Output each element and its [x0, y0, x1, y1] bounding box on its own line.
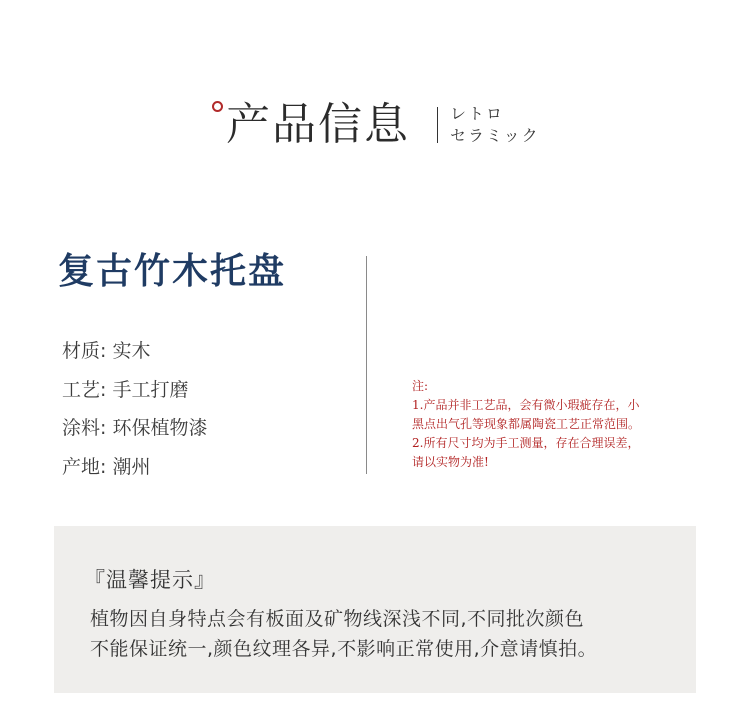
spec-row [62, 336, 207, 375]
red-circle-icon [212, 101, 223, 112]
spec-row [62, 375, 207, 414]
notice-heading: 注: [412, 379, 429, 393]
notice-line: 请以实物为准! [412, 455, 489, 469]
spec-value: 手工打磨 [112, 378, 189, 401]
spec-row [62, 413, 207, 452]
spec-label: 材质: [62, 340, 107, 362]
section-title: 产品信息 [226, 99, 410, 150]
tips-line: 植物因自身特点会有板面及矿物线深浅不同,不同批次颜色 [90, 608, 585, 630]
notice-line: 黑点出气孔等现象都属陶瓷工艺正常范围。 [412, 417, 641, 431]
product-name: 复古竹木托盘 [58, 250, 287, 292]
spec-row [62, 452, 207, 491]
spec-value: 环保植物漆 [112, 417, 208, 439]
tips-line: 不能保证统一,颜色纹理各异,不影响正常使用,介意请慎拍。 [90, 638, 598, 660]
spec-list [62, 336, 207, 490]
tips-box [54, 526, 696, 693]
spec-label: 产地: [62, 455, 107, 478]
spec-value: 潮州 [112, 455, 151, 478]
section-subtitle [450, 103, 540, 147]
notice-line: 2.所有尺寸均为手工测量，存在合理误差， [412, 436, 640, 450]
tips-title: 『温馨提示』 [84, 568, 216, 592]
header-divider [437, 107, 438, 143]
subtitle-line: レトロ [450, 104, 505, 123]
subtitle-line: セラミック [450, 126, 540, 145]
section-header [0, 95, 750, 155]
spec-value: 实木 [112, 340, 151, 362]
spec-label: 工艺: [62, 378, 107, 401]
spec-label: 涂料: [62, 417, 107, 439]
vertical-divider [366, 256, 367, 474]
notice-block [412, 377, 688, 472]
notice-line: 1.产品并非工艺品，会有微小瑕疵存在，小 [412, 398, 640, 412]
